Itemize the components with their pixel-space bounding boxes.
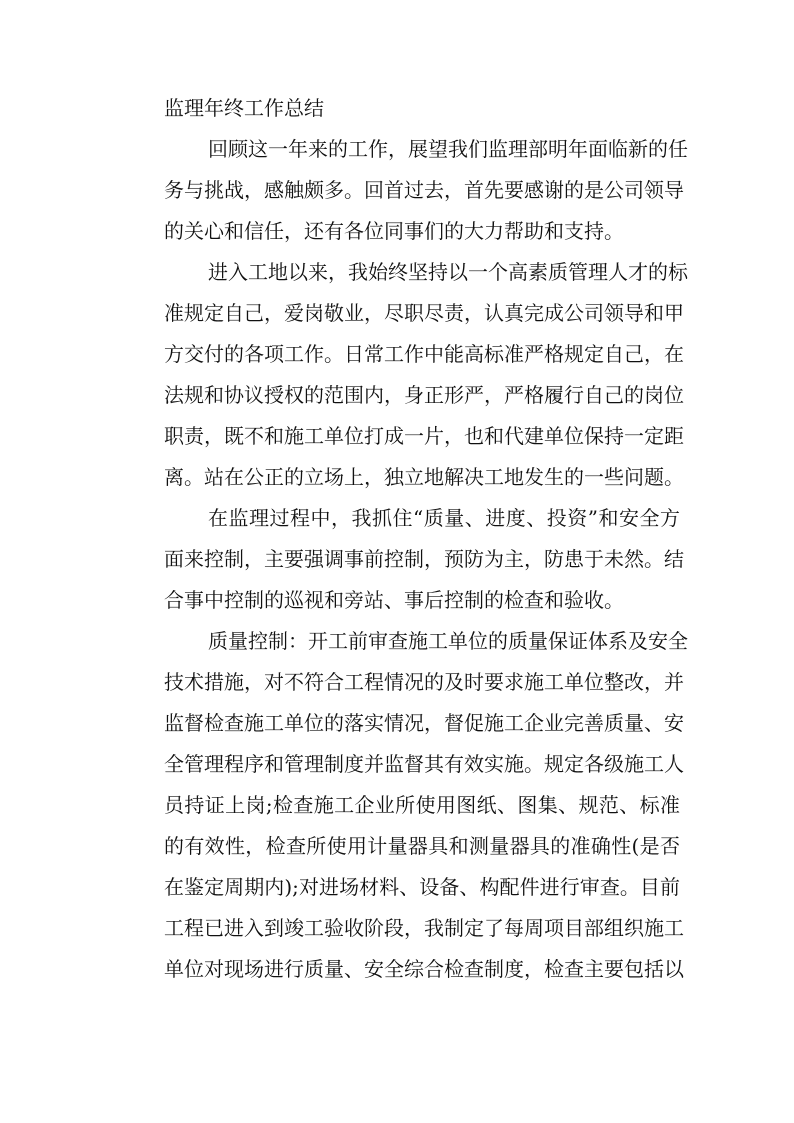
paragraph-line: 合事中控制的巡视和旁站、事后控制的检查和验收。 — [164, 588, 624, 612]
paragraph-line: 离。站在公正的立场上，独立地解决工地发生的一些问题。 — [164, 465, 684, 489]
paragraph-1 — [120, 129, 688, 252]
paragraph-line: 法规和协议授权的范围内，身正形严，严格履行自己的岗位 — [164, 383, 684, 407]
paragraph-2 — [120, 252, 688, 498]
paragraph-line: 员持证上岗;检查施工企业所使用图纸、图集、规范、标准 — [164, 793, 680, 817]
paragraph-4 — [120, 621, 688, 990]
paragraph-line: 的关心和信任，还有各位同事们的大力帮助和支持。 — [164, 219, 624, 243]
paragraph-line: 务与挑战，感触颇多。回首过去，首先要感谢的是公司领导 — [164, 178, 684, 202]
paragraph-line: 职责，既不和施工单位打成一片，也和代建单位保持一定距 — [164, 424, 684, 448]
document-body — [120, 88, 688, 990]
paragraph-line: 准规定自己，爱岗敬业，尽职尽责，认真完成公司领导和甲 — [164, 301, 684, 325]
paragraph-line: 单位对现场进行质量、安全综合检查制度，检查主要包括以 — [164, 957, 684, 981]
paragraph-line: 在监理过程中，我抓住“质量、进度、投资”和安全方 — [208, 506, 680, 530]
paragraph-line: 技术措施，对不符合工程情况的及时要求施工单位整改，并 — [164, 670, 684, 694]
paragraph-3 — [120, 498, 684, 621]
paragraph-line: 工程已进入到竣工验收阶段，我制定了每周项目部组织施工 — [164, 916, 684, 940]
paragraph-line: 质量控制：开工前审查施工单位的质量保证体系及安全 — [208, 629, 688, 653]
paragraph-line: 面来控制，主要强调事前控制，预防为主，防患于未然。结 — [164, 547, 684, 571]
document-title: 监理年终工作总结 — [164, 96, 324, 120]
paragraph-line: 方交付的各项工作。日常工作中能高标准严格规定自己，在 — [164, 342, 684, 366]
paragraph-line: 回顾这一年来的工作，展望我们监理部明年面临新的任 — [208, 137, 688, 161]
paragraph-line: 在鉴定周期内);对进场材料、设备、构配件进行审查。目前 — [164, 875, 680, 899]
paragraph-line: 的有效性，检查所使用计量器具和测量器具的准确性(是否 — [164, 834, 680, 858]
paragraph-line: 进入工地以来，我始终坚持以一个高素质管理人才的标 — [208, 260, 688, 284]
paragraph-line: 全管理程序和管理制度并监督其有效实施。规定各级施工人 — [164, 752, 684, 776]
paragraph-line: 监督检查施工单位的落实情况，督促施工企业完善质量、安 — [164, 711, 684, 735]
